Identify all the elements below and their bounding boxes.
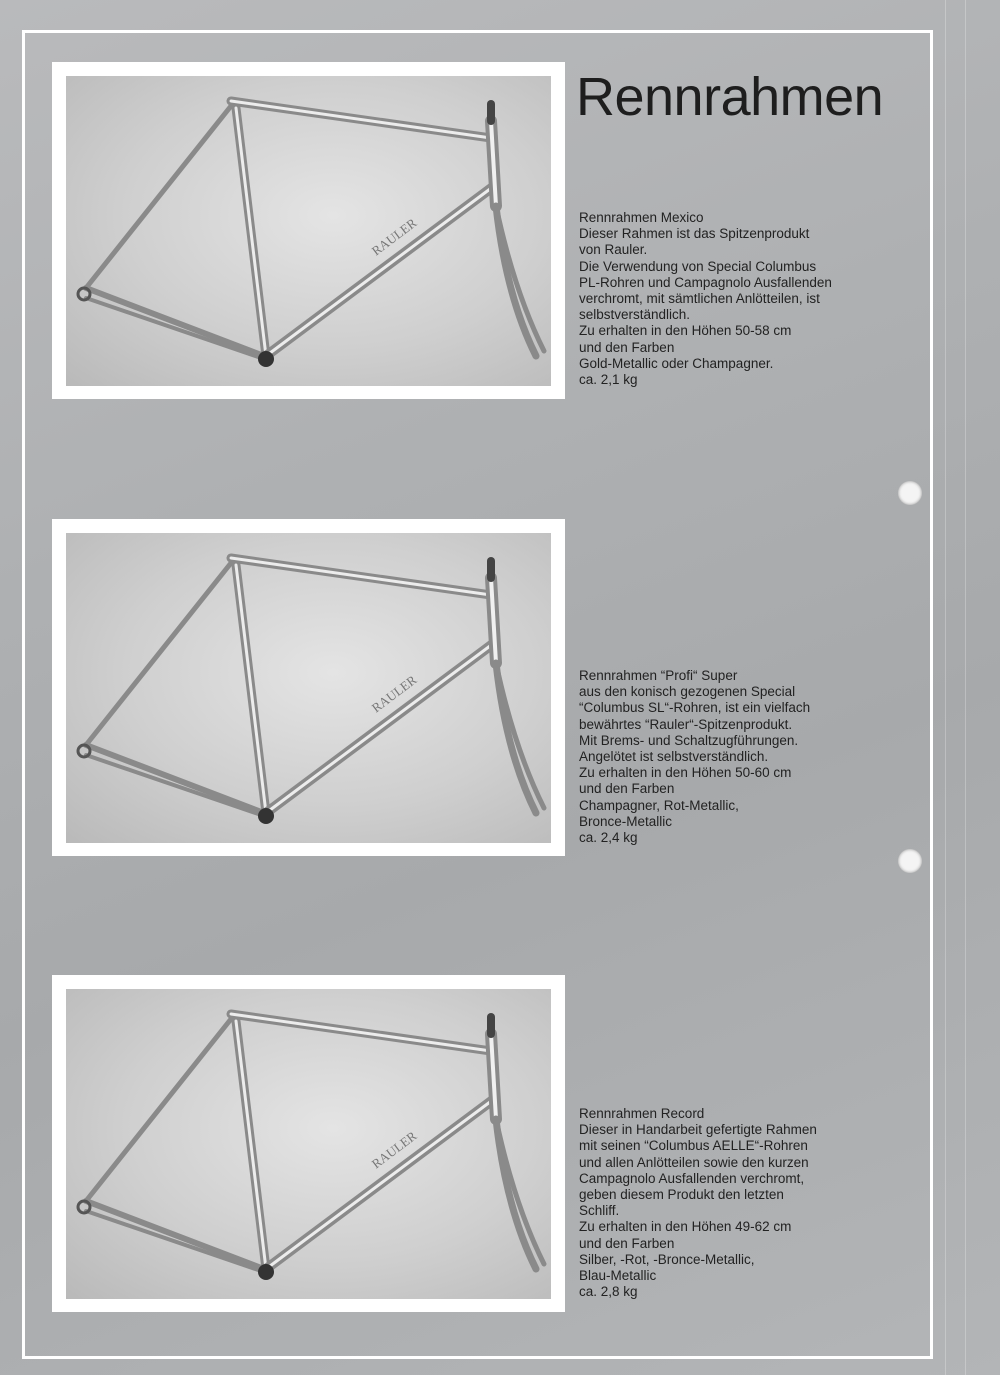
description-line: Rennrahmen Mexico: [579, 210, 704, 225]
frame-description-record: [579, 1106, 879, 1300]
description-line: Rennrahmen Record: [579, 1106, 705, 1121]
description-line: und den Farben: [579, 781, 675, 797]
description-line: verchromt, mit sämtlichen Anlötteilen, ist: [579, 291, 820, 307]
description-line: Zu erhalten in den Höhen 50-58 cm: [579, 323, 792, 339]
description-line: Silber, -Rot, -Bronce-Metallic,: [579, 1251, 755, 1267]
bicycle-frame-image: [66, 989, 551, 1299]
description-line: und den Farben: [579, 1235, 675, 1251]
description-line: Zu erhalten in den Höhen 49-62 cm: [579, 1219, 792, 1235]
description-line: Schliff.: [579, 1203, 620, 1219]
punch-hole: [898, 481, 922, 505]
description-line: Angelötet ist selbstverständlich.: [579, 749, 769, 765]
description-line: mit seinen “Columbus AELLE“-Rohren: [579, 1138, 808, 1154]
description-line: Dieser Rahmen ist das Spitzenprodukt: [579, 226, 810, 242]
bicycle-frame-image: [66, 533, 551, 843]
description-line: bewährtes “Rauler“-Spitzenprodukt.: [579, 716, 793, 732]
frame-photo-mexico: [52, 62, 565, 399]
frame-description-mexico: [579, 210, 879, 388]
paper-fold: [965, 0, 966, 1375]
description-line: von Rauler.: [579, 242, 648, 258]
description-line: Blau-Metallic: [579, 1268, 657, 1284]
frame-photo-record: [52, 975, 565, 1312]
frame-decal: RAULER: [368, 1128, 420, 1172]
frame-decal: RAULER: [368, 672, 420, 716]
description-line: Bronce-Metallic: [579, 813, 673, 829]
description-line: Zu erhalten in den Höhen 50-60 cm: [579, 765, 792, 781]
description-line: selbstverständlich.: [579, 307, 691, 323]
frame-photo-profi-super: [52, 519, 565, 856]
description-line: Rennrahmen “Profi“ Super: [579, 668, 738, 683]
description-line: Die Verwendung von Special Columbus: [579, 258, 817, 274]
description-line: und den Farben: [579, 339, 675, 355]
description-line: Mit Brems- und Schaltzugführungen.: [579, 732, 799, 748]
description-line: aus den konisch gezogenen Special: [579, 684, 796, 700]
description-line: ca. 2,4 kg: [579, 830, 638, 846]
page-title: Rennrahmen: [576, 67, 884, 127]
punch-hole: [898, 849, 922, 873]
description-line: geben diesem Produkt den letzten: [579, 1187, 784, 1203]
description-line: Campagnolo Ausfallenden verchromt,: [579, 1170, 805, 1186]
description-line: PL-Rohren und Campagnolo Ausfallenden: [579, 274, 832, 290]
description-line: “Columbus SL“-Rohren, ist ein vielfach: [579, 700, 811, 716]
bicycle-frame-image: [66, 76, 551, 386]
description-line: Champagner, Rot-Metallic,: [579, 797, 739, 813]
description-line: ca. 2,8 kg: [579, 1284, 638, 1300]
description-line: Dieser in Handarbeit gefertigte Rahmen: [579, 1122, 817, 1138]
description-line: und allen Anlötteilen sowie den kurzen: [579, 1154, 809, 1170]
description-line: ca. 2,1 kg: [579, 372, 638, 388]
frame-description-profi-super: [579, 668, 879, 846]
description-line: Gold-Metallic oder Champagner.: [579, 355, 774, 371]
paper-fold: [945, 0, 946, 1375]
frame-decal: RAULER: [368, 215, 420, 259]
